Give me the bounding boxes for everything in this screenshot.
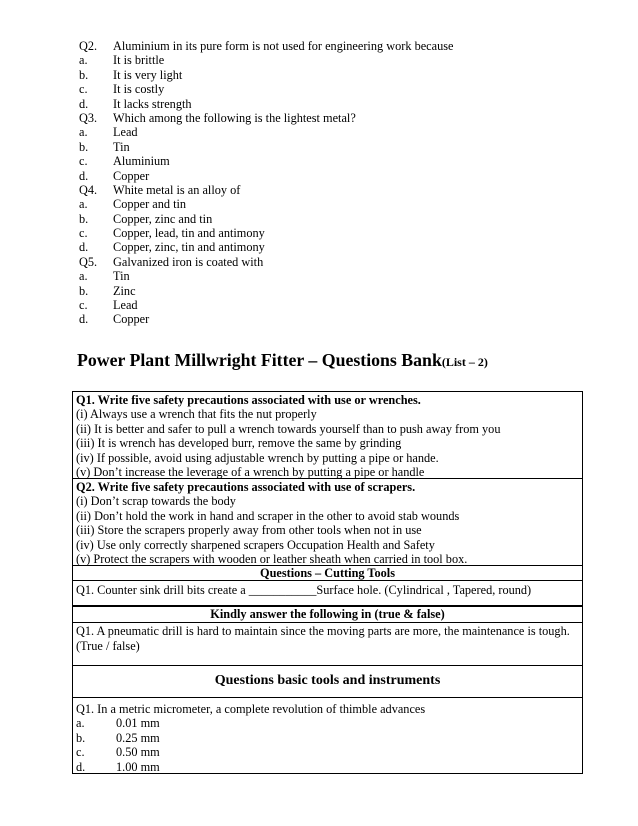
wrenches-section xyxy=(73,392,582,479)
list-item xyxy=(79,312,599,326)
list-item xyxy=(79,197,599,211)
list-item xyxy=(73,716,582,730)
option-text: Aluminium xyxy=(113,154,170,169)
bank-title: Power Plant Millwright Fitter – Questions Bank xyxy=(77,350,442,370)
section-heading: Kindly answer the following in (true & false) xyxy=(210,607,445,621)
list-item xyxy=(79,154,599,168)
question-text: Which among the following is the lightest metal? xyxy=(113,110,356,125)
answer-line: (iii) It is wrench has developed burr, remove the same by grinding xyxy=(76,436,402,451)
option-text: Tin xyxy=(113,269,130,284)
option-text: Tin xyxy=(113,139,130,154)
option-letter: d. xyxy=(79,240,89,255)
list-item xyxy=(79,97,599,111)
basic-tools-heading-row xyxy=(73,666,582,698)
cutting-tools-heading-row xyxy=(73,566,582,581)
list-item xyxy=(79,226,599,240)
option-text: Zinc xyxy=(113,283,136,298)
option-letter: c. xyxy=(79,82,88,97)
basic-tools-question-row xyxy=(73,698,582,774)
list-item xyxy=(79,183,599,197)
list-item xyxy=(79,125,599,139)
option-letter: c. xyxy=(79,154,88,169)
option-text: It is very light xyxy=(113,67,183,82)
option-letter: a. xyxy=(79,269,88,284)
section-question: Q1. In a metric micrometer, a complete revolution of thimble advances xyxy=(76,702,426,716)
list-item xyxy=(73,731,582,745)
section-question: Q1. A pneumatic drill is hard to maintain since the moving parts are more, the maintenance is tough.(True / false) xyxy=(76,624,570,653)
answer-line: (v) Protect the scrapers with wooden or leather sheath when carried in tool box. xyxy=(76,551,468,566)
question-number: Q2. xyxy=(79,39,98,53)
divider xyxy=(73,605,582,606)
answer-line: (ii) Don’t hold the work in hand and scraper in the other to avoid stab wounds xyxy=(76,508,460,523)
list-item xyxy=(79,53,599,67)
option-text: Copper, zinc and tin xyxy=(113,211,213,226)
option-text: It is costly xyxy=(113,82,165,97)
option-letter: b. xyxy=(79,139,89,154)
option-letter: c. xyxy=(79,298,88,313)
cutting-tools-question-row xyxy=(73,581,582,607)
option-text: 0.50 mm xyxy=(116,745,160,760)
option-text: Copper xyxy=(113,168,150,183)
option-letter: b. xyxy=(79,211,89,226)
list-item xyxy=(79,140,599,154)
true-false-question-row xyxy=(73,622,582,666)
list-item xyxy=(79,111,599,125)
questions-table xyxy=(72,391,583,774)
list-item xyxy=(79,240,599,254)
question-text: Galvanized iron is coated with xyxy=(113,254,264,269)
option-text: 1.00 mm xyxy=(116,759,160,774)
option-letter: c. xyxy=(79,226,88,241)
section-question: Q2. Write five safety precautions associated with use of scrapers. xyxy=(76,480,416,494)
option-letter: d. xyxy=(79,96,89,111)
option-text: It lacks strength xyxy=(113,96,192,111)
list-item xyxy=(79,269,599,283)
option-letter: b. xyxy=(79,67,89,82)
answer-line: (iv) If possible, avoid using adjustable wrench by putting a pipe or hande. xyxy=(76,450,439,465)
scrapers-section xyxy=(73,479,582,566)
list-item xyxy=(79,39,599,53)
answer-line: (i) Always use a wrench that fits the nut properly xyxy=(76,407,317,422)
list-item xyxy=(73,760,582,774)
option-letter: b. xyxy=(79,283,89,298)
option-letter: d. xyxy=(76,759,86,774)
option-letter: c. xyxy=(76,745,85,760)
answer-line: (iii) Store the scrapers properly away from other tools when not in use xyxy=(76,523,422,538)
list-item xyxy=(73,745,582,759)
section-heading: Questions basic tools and instruments xyxy=(214,673,441,688)
answer-line: (iv) Use only correctly sharpened scrapers Occupation Health and Safety xyxy=(76,537,435,552)
option-text: It is brittle xyxy=(113,53,165,68)
option-text: Copper, lead, tin and antimony xyxy=(113,226,265,241)
option-letter: a. xyxy=(79,125,88,140)
list-item xyxy=(79,298,599,312)
option-text: 0.25 mm xyxy=(116,730,160,745)
question-number: Q5. xyxy=(79,254,98,269)
list-item xyxy=(79,68,599,82)
option-letter: d. xyxy=(79,168,89,183)
option-letter: b. xyxy=(76,730,86,745)
list-item xyxy=(79,255,599,269)
list-item xyxy=(79,212,599,226)
page-title xyxy=(77,350,488,372)
question-text: White metal is an alloy of xyxy=(113,182,241,197)
true-false-heading-row xyxy=(73,607,582,622)
answer-line: (i) Don’t scrap towards the body xyxy=(76,494,236,509)
answer-line: (ii) It is better and safer to pull a wrench towards yourself than to push away from you xyxy=(76,421,501,436)
option-letter: a. xyxy=(79,53,88,68)
list-item xyxy=(79,284,599,298)
section-heading: Questions – Cutting Tools xyxy=(260,566,395,580)
option-text: Copper xyxy=(113,312,150,327)
option-letter: d. xyxy=(79,312,89,327)
option-text: Lead xyxy=(113,125,138,140)
question-number: Q4. xyxy=(79,182,98,197)
top-question-list xyxy=(79,39,599,327)
option-letter: a. xyxy=(79,197,88,212)
question-number: Q3. xyxy=(79,110,98,125)
option-text: Copper and tin xyxy=(113,197,187,212)
bank-subtitle: (List – 2) xyxy=(441,355,488,369)
option-text: 0.01 mm xyxy=(116,716,160,731)
section-question: Q1. Write five safety precautions associated with use or wrenches. xyxy=(76,393,421,407)
option-text: Lead xyxy=(113,298,138,313)
section-question: Q1. Counter sink drill bits create a ___________Surface hole. (Cylindrical , Tapered, round) xyxy=(76,583,532,597)
option-letter: a. xyxy=(76,716,85,731)
list-item xyxy=(79,169,599,183)
question-text: Aluminium in its pure form is not used for engineering work because xyxy=(113,39,454,53)
answer-line: (v) Don’t increase the leverage of a wrench by putting a pipe or handle xyxy=(76,464,425,479)
list-item xyxy=(79,82,599,96)
option-text: Copper, zinc, tin and antimony xyxy=(113,240,265,255)
